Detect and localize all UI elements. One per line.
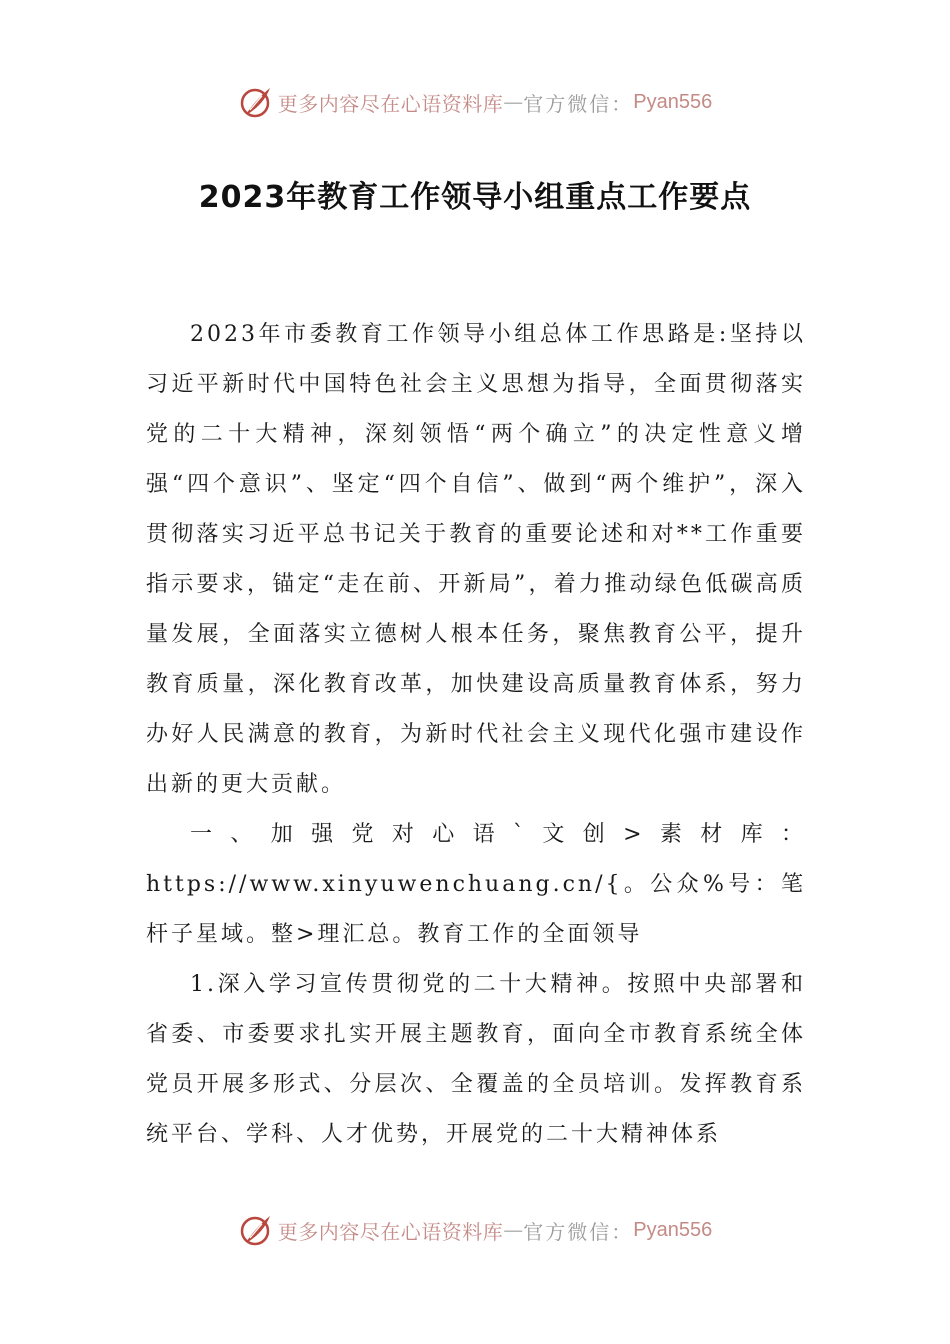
quill-logo-icon xyxy=(238,84,274,120)
banner-separator: — xyxy=(503,90,524,114)
banner-wechat-id: Pyan556 xyxy=(633,90,713,113)
document-body xyxy=(146,310,806,1160)
banner-slogan: 更多内容尽在心语资料库 xyxy=(277,1219,504,1244)
banner-separator: — xyxy=(503,1218,524,1242)
document-title: 2023年教育工作领导小组重点工作要点 xyxy=(198,180,752,215)
paragraph-item-1: 1.深入学习宣传贯彻党的二十大精神。按照中央部署和省委、市委要求扎实开展主题教育，面向全市教育系统全体党员开展多形式、分层次、全覆盖的全员培训。发挥教育系统平台、学科、人才优势，开展党的二十大精神体系 xyxy=(146,972,806,1147)
banner-wechat-id: Pyan556 xyxy=(633,1218,713,1241)
quill-logo-icon xyxy=(238,1212,274,1248)
banner-wechat-label: 官方微信： xyxy=(523,1219,634,1244)
banner-wechat-label: 官方微信： xyxy=(523,91,634,116)
footer-watermark-banner xyxy=(0,1210,950,1250)
paragraph-intro: 2023年市委教育工作领导小组总体工作思路是:坚持以习近平新时代中国特色社会主义思想为指导，全面贯彻落实党的二十大精神，深刻领悟“两个确立”的决定性意义增强“四个意识”、坚定“四个自信”、做到“两个维护”，深入贯彻落实习近平总书记关于教育的重要论述和对**工作重要指示要求，锚定“走在前、开新局”，着力推动绿色低碳高质量发展，全面落实立德树人根本任务，聚焦教育公平，提升教育质量，深化教育改革，加快建设高质量教育体系，努力办好人民满意的教育，为新时代社会主义现代化强市建设作出新的更大贡献。 xyxy=(146,322,806,797)
paragraph-section-heading: 一、加强党对心语`文创>素材库：https://www.xinyuwenchuang.cn/{。公众%号：笔杆子星域。整>理汇总。教育工作的全面领导 xyxy=(146,822,806,947)
header-watermark-banner xyxy=(0,82,950,122)
banner-slogan: 更多内容尽在心语资料库 xyxy=(277,91,504,116)
